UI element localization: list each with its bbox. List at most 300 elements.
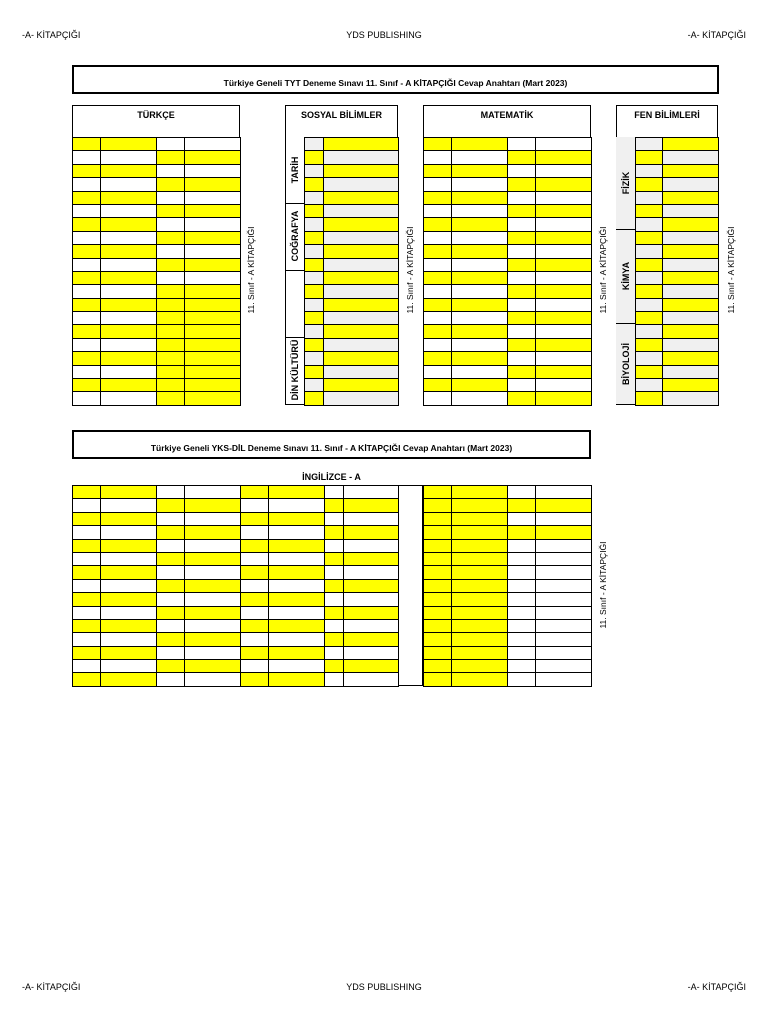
header-right: -A- KİTAPÇIĞI [687,30,746,40]
grid-cell [185,512,241,525]
grid-cell [663,285,719,298]
grid-row [305,352,399,365]
grid-cell [508,512,536,525]
grid-row [424,566,592,579]
grid-row [241,539,399,552]
grid-cell [185,619,241,632]
grid-row [73,646,241,659]
grid-cell [157,566,185,579]
grid-row [73,392,241,405]
grid-cell [101,499,157,512]
grid-row [636,191,719,204]
grid-cell [663,245,719,258]
grid-cell [73,365,101,378]
grid-cell [508,392,536,405]
grid-row [73,579,241,592]
grid-cell [344,673,399,686]
grid-row [636,379,719,392]
grid-row [73,338,241,351]
grid-cell [536,566,592,579]
grid-cell [305,258,324,271]
grid-row [241,646,399,659]
grid-row [424,660,592,673]
grid-cell [508,191,536,204]
grid-cell [325,673,344,686]
grid-row [73,379,241,392]
grid-cell [452,512,508,525]
grid-cell [324,178,399,191]
grid-row [241,486,399,499]
grid-cell [536,204,592,217]
grid-cell [636,191,663,204]
grid-cell [344,593,399,606]
grid-cell [424,245,452,258]
grid-cell [101,258,157,271]
grid-cell [101,231,157,244]
grid-row [424,285,592,298]
grid-row [73,204,241,217]
grid-cell [269,486,325,499]
grid-cell [241,566,269,579]
grid-cell [305,312,324,325]
grid-cell [452,673,508,686]
grid-cell [241,499,269,512]
grid-cell [452,151,508,164]
grid-row [73,486,241,499]
grid-cell [508,352,536,365]
grid-cell [424,673,452,686]
grid-cell [305,164,324,177]
matematik-answer-grid [423,137,592,406]
grid-cell [663,298,719,311]
grid-cell [185,673,241,686]
grid-row [305,379,399,392]
grid-row [636,271,719,284]
grid-cell [157,526,185,539]
grid-cell [157,593,185,606]
grid-cell [157,298,185,311]
grid-cell [508,566,536,579]
grid-cell [536,593,592,606]
grid-cell [325,579,344,592]
grid-cell [536,539,592,552]
grid-cell [157,191,185,204]
grid-cell [325,646,344,659]
grid-cell [344,619,399,632]
grid-cell [452,285,508,298]
grid-row [73,619,241,632]
grid-cell [157,258,185,271]
grid-row [305,231,399,244]
grid-cell [508,285,536,298]
grid-cell [536,258,592,271]
grid-cell [324,285,399,298]
grid-cell [241,633,269,646]
grid-cell [536,633,592,646]
grid-cell [241,486,269,499]
grid-cell [452,245,508,258]
ingilizce-grid-1 [72,485,241,687]
grid-cell [508,539,536,552]
grid-row [241,593,399,606]
grid-cell [324,151,399,164]
grid-cell [344,566,399,579]
grid-cell [185,178,241,191]
grid-cell [101,285,157,298]
grid-cell [73,633,101,646]
grid-cell [636,352,663,365]
grid-cell [536,138,592,151]
grid-cell [325,566,344,579]
grid-row [424,258,592,271]
grid-cell [508,204,536,217]
grid-row [241,579,399,592]
grid-row [424,619,592,632]
grid-cell [636,178,663,191]
grid-cell [424,312,452,325]
grid-row [424,245,592,258]
grid-cell [101,552,157,565]
grid-cell [185,593,241,606]
grid-cell [325,660,344,673]
grid-cell [424,499,452,512]
grid-row [73,178,241,191]
grid-cell [73,526,101,539]
grid-cell [157,512,185,525]
grid-cell [636,338,663,351]
grid-cell [73,151,101,164]
grid-cell [508,365,536,378]
grid-cell [663,271,719,284]
grid-cell [185,164,241,177]
grid-cell [324,204,399,217]
grid-cell [636,164,663,177]
grid-cell [424,218,452,231]
grid-cell [269,512,325,525]
grid-cell [73,218,101,231]
grid-row [73,499,241,512]
grid-row [73,539,241,552]
grid-cell [344,486,399,499]
grid-cell [269,526,325,539]
grid-cell [101,526,157,539]
grid-cell [663,325,719,338]
grid-cell [269,579,325,592]
grid-cell [73,512,101,525]
grid-cell [508,619,536,632]
grid-row [73,191,241,204]
grid-row [636,338,719,351]
grid-cell [157,673,185,686]
grid-cell [73,379,101,392]
grid-row [636,258,719,271]
grid-row [424,138,592,151]
grid-row [305,245,399,258]
grid-cell [101,164,157,177]
grid-cell [241,512,269,525]
grid-cell [241,593,269,606]
grid-cell [73,164,101,177]
grid-cell [324,325,399,338]
grid-row [636,218,719,231]
grid-cell [424,164,452,177]
grid-cell [663,379,719,392]
grid-row [73,673,241,686]
grid-cell [508,379,536,392]
grid-cell [424,204,452,217]
grid-cell [185,365,241,378]
grid-cell [73,312,101,325]
grid-cell [324,365,399,378]
grid-cell [636,379,663,392]
grid-row [636,285,719,298]
grid-row [241,552,399,565]
grid-cell [424,379,452,392]
grid-cell [325,486,344,499]
grid-cell [508,499,536,512]
grid-cell [185,138,241,151]
grid-cell [325,633,344,646]
grid-cell [452,218,508,231]
grid-cell [101,204,157,217]
grid-cell [325,552,344,565]
grid-cell [101,660,157,673]
grid-cell [185,312,241,325]
grid-cell [101,633,157,646]
grid-cell [424,325,452,338]
grid-cell [241,579,269,592]
grid-cell [185,646,241,659]
grid-cell [452,338,508,351]
grid-row [424,486,592,499]
grid-cell [536,338,592,351]
grid-cell [663,258,719,271]
side-label-2: 11. Sınıf - A KİTAPÇIĞI [405,226,415,314]
grid-row [424,539,592,552]
grid-cell [305,365,324,378]
grid-cell [269,606,325,619]
grid-cell [241,660,269,673]
grid-cell [157,151,185,164]
grid-cell [663,178,719,191]
grid-cell [305,151,324,164]
grid-row [636,298,719,311]
grid-row [305,218,399,231]
grid-row [424,325,592,338]
grid-row [305,204,399,217]
grid-cell [452,325,508,338]
grid-row [73,164,241,177]
grid-row [636,231,719,244]
grid-row [305,338,399,351]
grid-cell [424,365,452,378]
side-label-1: 11. Sınıf - A KİTAPÇIĞI [246,226,256,314]
grid-cell [101,539,157,552]
fen-answer-grid [635,137,719,406]
footer-left: -A- KİTAPÇIĞI [22,982,81,992]
grid-cell [101,191,157,204]
grid-cell [508,164,536,177]
grid-cell [101,593,157,606]
grid-cell [508,298,536,311]
grid-cell [325,593,344,606]
grid-cell [508,151,536,164]
grid-row [73,298,241,311]
grid-cell [344,512,399,525]
grid-cell [344,660,399,673]
grid-row [305,191,399,204]
turkce-answer-grid [72,137,241,406]
empty-block [285,271,305,338]
grid-cell [536,486,592,499]
grid-cell [536,164,592,177]
grid-cell [663,191,719,204]
grid-cell [424,633,452,646]
grid-cell [424,231,452,244]
grid-cell [73,245,101,258]
grid-cell [73,138,101,151]
grid-cell [636,365,663,378]
grid-cell [101,245,157,258]
grid-cell [324,379,399,392]
grid-cell [241,673,269,686]
grid-cell [424,619,452,632]
grid-cell [424,338,452,351]
grid-cell [424,593,452,606]
grid-cell [73,593,101,606]
grid-cell [344,499,399,512]
grid-cell [324,191,399,204]
grid-cell [324,298,399,311]
grid-cell [536,298,592,311]
yks-banner-text: Türkiye Geneli YKS-DİL Deneme Sınavı 11. Sınıf - A KİTAPÇIĞI Cevap Anahtarı (Mart 2023) [150,443,513,453]
grid-cell [536,352,592,365]
grid-cell [452,619,508,632]
grid-cell [185,579,241,592]
grid-cell [536,285,592,298]
grid-cell [452,258,508,271]
grid-cell [73,673,101,686]
grid-cell [73,392,101,405]
grid-cell [157,218,185,231]
grid-cell [101,338,157,351]
grid-cell [241,526,269,539]
grid-cell [185,298,241,311]
grid-cell [305,298,324,311]
grid-cell [241,606,269,619]
grid-cell [452,606,508,619]
grid-cell [101,218,157,231]
grid-cell [101,619,157,632]
grid-cell [452,579,508,592]
grid-cell [185,245,241,258]
grid-row [305,151,399,164]
grid-cell [324,231,399,244]
grid-cell [185,218,241,231]
grid-cell [185,526,241,539]
grid-cell [424,579,452,592]
grid-row [241,606,399,619]
grid-cell [508,312,536,325]
grid-cell [73,579,101,592]
grid-cell [508,606,536,619]
grid-cell [636,392,663,405]
grid-cell [452,566,508,579]
side-label-4: 11. Sınıf - A KİTAPÇIĞI [726,226,736,314]
grid-row [424,499,592,512]
grid-row [305,178,399,191]
side-label-3: 11. Sınıf - A KİTAPÇIĞI [598,226,608,314]
grid-cell [508,579,536,592]
grid-cell [452,526,508,539]
grid-cell [424,660,452,673]
grid-row [241,660,399,673]
grid-cell [424,526,452,539]
grid-cell [536,526,592,539]
grid-row [424,512,592,525]
grid-row [73,258,241,271]
grid-cell [452,231,508,244]
grid-cell [424,258,452,271]
grid-row [73,271,241,284]
grid-cell [305,338,324,351]
grid-cell [269,633,325,646]
grid-row [73,312,241,325]
grid-cell [185,338,241,351]
grid-cell [185,231,241,244]
grid-cell [452,271,508,284]
grid-cell [324,164,399,177]
grid-cell [241,552,269,565]
grid-row [73,526,241,539]
grid-cell [536,245,592,258]
grid-cell [424,285,452,298]
grid-row [636,164,719,177]
grid-cell [305,271,324,284]
grid-cell [508,138,536,151]
sosyal-answer-grid [304,137,399,406]
grid-row [424,365,592,378]
grid-cell [73,231,101,244]
grid-cell [344,646,399,659]
grid-row [73,285,241,298]
grid-cell [73,325,101,338]
grid-row [241,526,399,539]
grid-cell [344,552,399,565]
grid-cell [269,660,325,673]
grid-cell [73,338,101,351]
grid-cell [424,646,452,659]
grid-cell [157,619,185,632]
grid-row [305,164,399,177]
grid-cell [424,566,452,579]
sosyal-title: SOSYAL BİLİMLER [300,110,382,120]
grid-row [636,138,719,151]
grid-cell [536,325,592,338]
grid-cell [241,646,269,659]
grid-row [73,365,241,378]
grid-row [636,365,719,378]
grid-cell [101,365,157,378]
grid-cell [185,191,241,204]
grid-row [636,151,719,164]
side-label-5: 11. Sınıf - A KİTAPÇIĞI [598,541,608,629]
tyt-banner [72,65,719,94]
grid-cell [636,271,663,284]
grid-cell [73,646,101,659]
grid-cell [536,379,592,392]
grid-cell [185,499,241,512]
